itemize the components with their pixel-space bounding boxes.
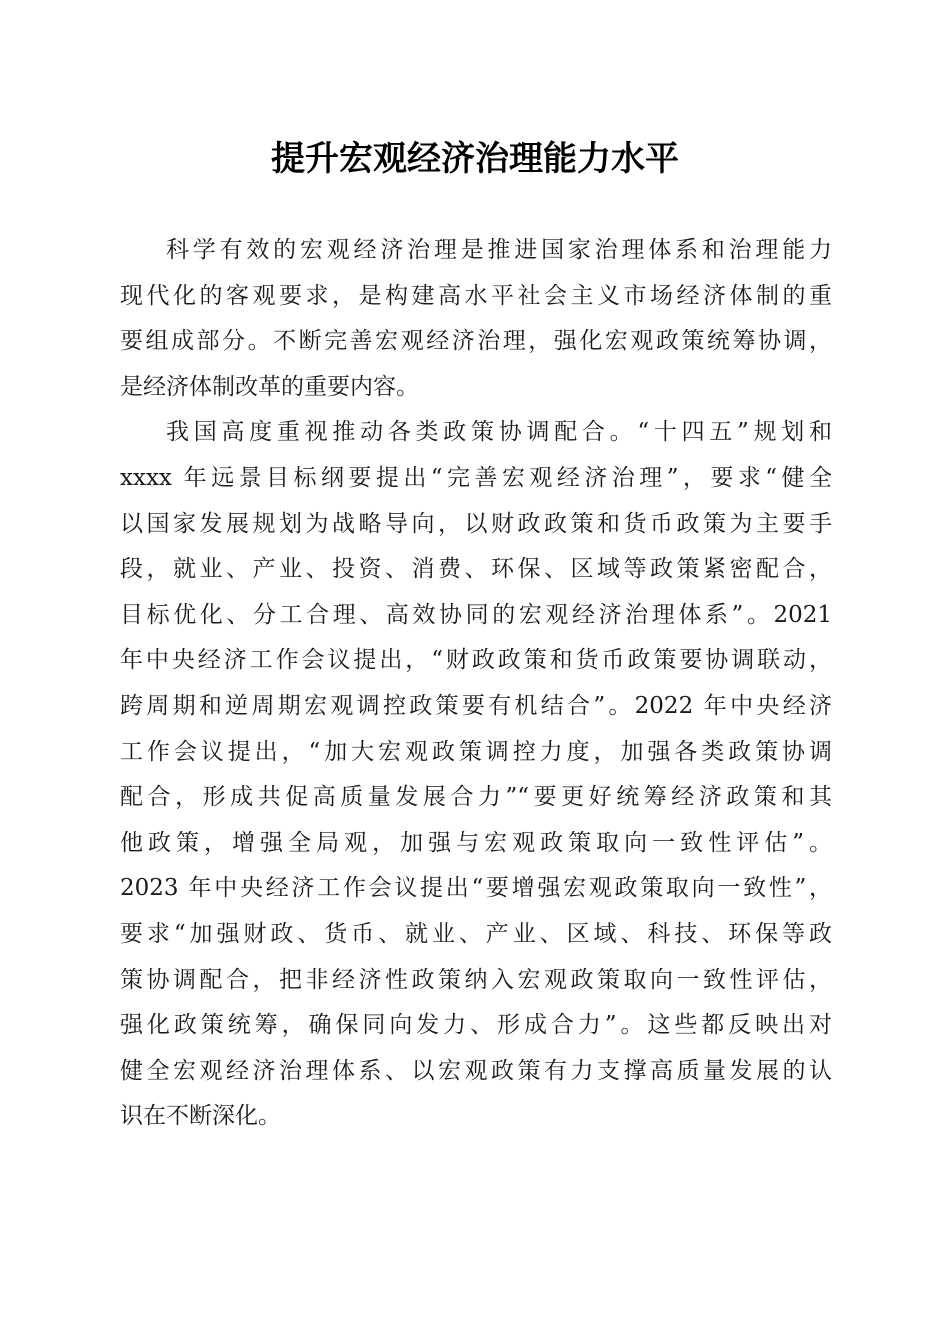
paragraph-line: 以国家发展规划为战略导向，以财政政策和货币政策为主要手 [120, 510, 832, 537]
paragraph-line: 是经济体制改革的重要内容。 [120, 373, 419, 400]
paragraph-line: 要求“加强财政、货币、就业、产业、区域、科技、环保等政 [120, 920, 832, 947]
paragraph-line: 强化政策统筹，确保同向发力、形成合力”。这些都反映出对 [120, 1012, 832, 1039]
paragraph-line: 他政策，增强全局观，加强与宏观政策取向一致性评估”。 [120, 829, 832, 856]
paragraph-line: 识在不断深化。 [120, 1103, 281, 1130]
paragraph-line: xxxx 年远景目标纲要提出“完善宏观经济治理”，要求“健全 [120, 464, 832, 491]
paragraph-line: 要组成部分。不断完善宏观经济治理，强化宏观政策统筹协调， [120, 328, 832, 355]
paragraph-line: 科学有效的宏观经济治理是推进国家治理体系和治理能力 [166, 237, 832, 263]
paragraph-line: 配合，形成共促高质量发展合力”“要更好统筹经济政策和其 [120, 784, 832, 811]
paragraph-line: 现代化的客观要求，是构建高水平社会主义市场经济体制的重 [120, 282, 832, 309]
paragraph-2 [120, 410, 832, 1140]
paragraph-line: 我国高度重视推动各类政策协调配合。“十四五”规划和 [166, 419, 832, 446]
paragraph-line: 工作会议提出，“加大宏观政策调控力度，加强各类政策协调 [120, 738, 832, 765]
paragraph-line: 健全宏观经济治理体系、以宏观政策有力支撑高质量发展的认 [120, 1057, 832, 1084]
paragraph-line: 跨周期和逆周期宏观调控政策要有机结合”。2022 年中央经济 [120, 692, 832, 719]
paragraph-line: 年中央经济工作会议提出，“财政政策和货币政策要协调联动， [120, 647, 832, 674]
paragraph-line: 目标优化、分工合理、高效协同的宏观经济治理体系”。2021 [120, 601, 832, 628]
paragraph-1 [120, 228, 832, 410]
paragraph-line: 2023 年中央经济工作会议提出“要增强宏观政策取向一致性”， [120, 875, 832, 902]
document-title: 提升宏观经济治理能力水平 [271, 139, 679, 179]
paragraph-line: 段，就业、产业、投资、消费、环保、区域等政策紧密配合， [120, 556, 832, 583]
document-body [120, 228, 832, 1140]
paragraph-line: 策协调配合，把非经济性政策纳入宏观政策取向一致性评估， [120, 966, 832, 993]
